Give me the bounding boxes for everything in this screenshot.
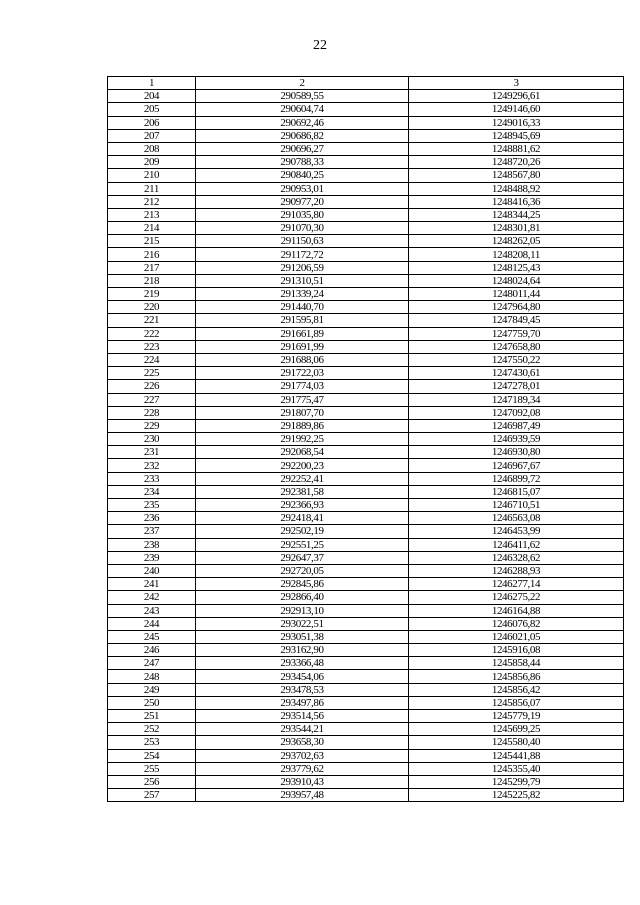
table-cell-col-3: 1247849,45 (409, 314, 624, 327)
table-cell-col-2: 292200,23 (196, 459, 409, 472)
table-cell-col-3: 1248416,36 (409, 195, 624, 208)
table-row (108, 683, 624, 696)
table-cell-col-2: 292381,58 (196, 485, 409, 498)
table-row (108, 367, 624, 380)
table-row (108, 723, 624, 736)
table-cell-col-1: 215 (108, 235, 196, 248)
table-row (108, 327, 624, 340)
table-cell-col-3: 1246453,99 (409, 525, 624, 538)
table-cell-col-3: 1247759,70 (409, 327, 624, 340)
table-row (108, 433, 624, 446)
table-cell-col-1: 244 (108, 617, 196, 630)
table-row (108, 512, 624, 525)
table-cell-col-3: 1245699,25 (409, 723, 624, 736)
table-row (108, 657, 624, 670)
table-cell-col-1: 217 (108, 261, 196, 274)
table-cell-col-1: 225 (108, 367, 196, 380)
table-cell-col-1: 221 (108, 314, 196, 327)
table-row (108, 274, 624, 287)
table-cell-col-1: 216 (108, 248, 196, 261)
table-cell-col-1: 212 (108, 195, 196, 208)
table-row (108, 340, 624, 353)
table-cell-col-2: 292252,41 (196, 472, 409, 485)
table-cell-col-2: 292068,54 (196, 446, 409, 459)
table-cell-col-3: 1248720,26 (409, 156, 624, 169)
table-cell-col-3: 1246275,22 (409, 591, 624, 604)
table-cell-col-1: 228 (108, 406, 196, 419)
table-cell-col-2: 293478,53 (196, 683, 409, 696)
table-row (108, 248, 624, 261)
table-cell-col-3: 1248881,62 (409, 142, 624, 155)
table-cell-col-3: 1246987,49 (409, 419, 624, 432)
table-cell-col-1: 235 (108, 499, 196, 512)
table-cell-col-1: 239 (108, 551, 196, 564)
table-cell-col-2: 291070,30 (196, 222, 409, 235)
table-cell-col-2: 292647,37 (196, 551, 409, 564)
table-row (108, 103, 624, 116)
table-cell-col-2: 293957,48 (196, 789, 409, 802)
table-cell-col-3: 1247658,80 (409, 340, 624, 353)
table-cell-col-3: 1246288,93 (409, 564, 624, 577)
table-cell-col-3: 1246411,62 (409, 538, 624, 551)
table-cell-col-3: 1246277,14 (409, 578, 624, 591)
table-cell-col-1: 220 (108, 301, 196, 314)
table-cell-col-2: 293366,48 (196, 657, 409, 670)
table-cell-col-3: 1246021,05 (409, 630, 624, 643)
table-cell-col-3: 1245856,86 (409, 670, 624, 683)
table-cell-col-3: 1248567,80 (409, 169, 624, 182)
table-cell-col-2: 291889,86 (196, 419, 409, 432)
table-cell-col-1: 227 (108, 393, 196, 406)
table-row (108, 630, 624, 643)
table-cell-col-3: 1245779,19 (409, 710, 624, 723)
table-cell-col-3: 1245916,08 (409, 644, 624, 657)
table-cell-col-1: 246 (108, 644, 196, 657)
table-row (108, 525, 624, 538)
table-cell-col-1: 252 (108, 723, 196, 736)
table-cell-col-3: 1246939,59 (409, 433, 624, 446)
table-cell-col-3: 1245441,88 (409, 749, 624, 762)
table-cell-col-2: 291150,63 (196, 235, 409, 248)
table-cell-col-3: 1247278,01 (409, 380, 624, 393)
table-cell-col-3: 1246899,72 (409, 472, 624, 485)
table-cell-col-1: 238 (108, 538, 196, 551)
table-cell-col-3: 1248208,11 (409, 248, 624, 261)
table-row (108, 696, 624, 709)
table-row (108, 380, 624, 393)
table-cell-col-1: 250 (108, 696, 196, 709)
table-row (108, 604, 624, 617)
coordinates-table (107, 76, 624, 802)
table-cell-col-1: 209 (108, 156, 196, 169)
table-cell-col-3: 1249016,33 (409, 116, 624, 129)
table-cell-col-3: 1246967,67 (409, 459, 624, 472)
table-cell-col-1: 257 (108, 789, 196, 802)
table-row (108, 261, 624, 274)
table-cell-col-3: 1246710,51 (409, 499, 624, 512)
table-cell-col-3: 1245225,82 (409, 789, 624, 802)
table-row (108, 222, 624, 235)
table-cell-col-2: 293910,43 (196, 775, 409, 788)
table-cell-col-1: 234 (108, 485, 196, 498)
table-row (108, 129, 624, 142)
table-cell-col-1: 241 (108, 578, 196, 591)
table-cell-col-3: 1246815,07 (409, 485, 624, 498)
table-row (108, 789, 624, 802)
table-cell-col-2: 290977,20 (196, 195, 409, 208)
table-cell-col-2: 293051,38 (196, 630, 409, 643)
table-row (108, 195, 624, 208)
table-cell-col-1: 251 (108, 710, 196, 723)
table-cell-col-2: 292845,86 (196, 578, 409, 591)
table-cell-col-3: 1248344,25 (409, 208, 624, 221)
table-cell-col-2: 293779,62 (196, 762, 409, 775)
table-cell-col-1: 248 (108, 670, 196, 683)
table-cell-col-1: 223 (108, 340, 196, 353)
table-row (108, 208, 624, 221)
table-cell-col-2: 291206,59 (196, 261, 409, 274)
table-row (108, 670, 624, 683)
table-cell-col-2: 292551,25 (196, 538, 409, 551)
table-cell-col-1: 224 (108, 353, 196, 366)
table-cell-col-1: 229 (108, 419, 196, 432)
table-cell-col-1: 236 (108, 512, 196, 525)
table-cell-col-1: 208 (108, 142, 196, 155)
table-cell-col-3: 1248262,05 (409, 235, 624, 248)
table-cell-col-1: 245 (108, 630, 196, 643)
table-cell-col-2: 291722,03 (196, 367, 409, 380)
table-cell-col-1: 230 (108, 433, 196, 446)
header-col-2: 2 (196, 77, 409, 90)
table-cell-col-1: 204 (108, 90, 196, 103)
table-row (108, 591, 624, 604)
table-row (108, 393, 624, 406)
table-cell-col-2: 290686,82 (196, 129, 409, 142)
table-cell-col-2: 293454,06 (196, 670, 409, 683)
table-cell-col-3: 1246930,80 (409, 446, 624, 459)
table-cell-col-1: 254 (108, 749, 196, 762)
table-cell-col-2: 291440,70 (196, 301, 409, 314)
table-cell-col-3: 1245858,44 (409, 657, 624, 670)
table-cell-col-1: 233 (108, 472, 196, 485)
table-cell-col-1: 213 (108, 208, 196, 221)
table-row (108, 419, 624, 432)
table-cell-col-1: 226 (108, 380, 196, 393)
table-cell-col-1: 232 (108, 459, 196, 472)
table-cell-col-3: 1247430,61 (409, 367, 624, 380)
table-cell-col-3: 1246563,08 (409, 512, 624, 525)
table-cell-col-1: 255 (108, 762, 196, 775)
table-cell-col-3: 1247964,80 (409, 301, 624, 314)
table-cell-col-2: 290696,27 (196, 142, 409, 155)
table-row (108, 644, 624, 657)
table-cell-col-3: 1249146,60 (409, 103, 624, 116)
table-cell-col-2: 291807,70 (196, 406, 409, 419)
table-cell-col-2: 292913,10 (196, 604, 409, 617)
table-cell-col-1: 249 (108, 683, 196, 696)
table-cell-col-2: 293702,63 (196, 749, 409, 762)
table-row (108, 142, 624, 155)
table-row (108, 762, 624, 775)
table-row (108, 749, 624, 762)
table-cell-col-1: 207 (108, 129, 196, 142)
table-cell-col-1: 210 (108, 169, 196, 182)
table-row (108, 235, 624, 248)
table-cell-col-3: 1248488,92 (409, 182, 624, 195)
table-cell-col-1: 219 (108, 288, 196, 301)
table-cell-col-3: 1248125,43 (409, 261, 624, 274)
table-cell-col-2: 293497,86 (196, 696, 409, 709)
table-cell-col-2: 292866,40 (196, 591, 409, 604)
table-cell-col-2: 291774,03 (196, 380, 409, 393)
table-cell-col-2: 291035,80 (196, 208, 409, 221)
table-cell-col-2: 291595,81 (196, 314, 409, 327)
table-cell-col-2: 291339,24 (196, 288, 409, 301)
table-row (108, 485, 624, 498)
table-cell-col-2: 291661,89 (196, 327, 409, 340)
table-row (108, 90, 624, 103)
table-cell-col-2: 292720,05 (196, 564, 409, 577)
table-row (108, 617, 624, 630)
table-cell-col-3: 1247092,08 (409, 406, 624, 419)
table-row (108, 736, 624, 749)
table-cell-col-3: 1248301,81 (409, 222, 624, 235)
table-row (108, 472, 624, 485)
table-cell-col-2: 291310,51 (196, 274, 409, 287)
table-cell-col-2: 292366,93 (196, 499, 409, 512)
table-cell-col-3: 1248945,69 (409, 129, 624, 142)
table-cell-col-1: 243 (108, 604, 196, 617)
table-row (108, 564, 624, 577)
table-body (108, 90, 624, 802)
table-cell-col-1: 205 (108, 103, 196, 116)
table-cell-col-2: 293514,56 (196, 710, 409, 723)
table-row (108, 538, 624, 551)
table-cell-col-2: 292418,41 (196, 512, 409, 525)
table-cell-col-3: 1245580,40 (409, 736, 624, 749)
table-cell-col-2: 290604,74 (196, 103, 409, 116)
header-col-1: 1 (108, 77, 196, 90)
table-cell-col-3: 1246164,88 (409, 604, 624, 617)
table-cell-col-1: 240 (108, 564, 196, 577)
table-cell-col-2: 291775,47 (196, 393, 409, 406)
table-cell-col-2: 291992,25 (196, 433, 409, 446)
table-row (108, 710, 624, 723)
table-row (108, 182, 624, 195)
table-cell-col-1: 231 (108, 446, 196, 459)
table-row (108, 406, 624, 419)
table-cell-col-3: 1247189,34 (409, 393, 624, 406)
table-cell-col-2: 290788,33 (196, 156, 409, 169)
table-row (108, 314, 624, 327)
table-row (108, 156, 624, 169)
table-cell-col-1: 222 (108, 327, 196, 340)
page-number: 22 (313, 38, 327, 53)
table-row (108, 353, 624, 366)
table-cell-col-1: 242 (108, 591, 196, 604)
table-cell-col-1: 214 (108, 222, 196, 235)
table-cell-col-1: 237 (108, 525, 196, 538)
table-cell-col-3: 1247550,22 (409, 353, 624, 366)
table-cell-col-2: 293544,21 (196, 723, 409, 736)
table-row (108, 578, 624, 591)
table-row (108, 301, 624, 314)
table-cell-col-1: 218 (108, 274, 196, 287)
table-cell-col-1: 247 (108, 657, 196, 670)
table-cell-col-2: 291691,99 (196, 340, 409, 353)
table-cell-col-1: 206 (108, 116, 196, 129)
table-cell-col-2: 293022,51 (196, 617, 409, 630)
table-cell-col-3: 1248011,44 (409, 288, 624, 301)
table-cell-col-3: 1246328,62 (409, 551, 624, 564)
table-cell-col-3: 1245355,40 (409, 762, 624, 775)
table-row (108, 775, 624, 788)
table-row (108, 551, 624, 564)
table-cell-col-1: 211 (108, 182, 196, 195)
table-cell-col-2: 293658,30 (196, 736, 409, 749)
table-cell-col-1: 256 (108, 775, 196, 788)
table-row (108, 288, 624, 301)
table-row (108, 169, 624, 182)
table-cell-col-3: 1245299,79 (409, 775, 624, 788)
table-cell-col-2: 291688,06 (196, 353, 409, 366)
table-cell-col-3: 1249296,61 (409, 90, 624, 103)
header-col-3: 3 (409, 77, 624, 90)
table-cell-col-2: 291172,72 (196, 248, 409, 261)
table-cell-col-3: 1248024,64 (409, 274, 624, 287)
table-cell-col-2: 290953,01 (196, 182, 409, 195)
table-cell-col-3: 1245856,42 (409, 683, 624, 696)
table-cell-col-3: 1245856,07 (409, 696, 624, 709)
table-header-row (108, 77, 624, 90)
table-cell-col-2: 293162,90 (196, 644, 409, 657)
table-cell-col-2: 290589,55 (196, 90, 409, 103)
table-cell-col-2: 290692,46 (196, 116, 409, 129)
table-row (108, 499, 624, 512)
table-cell-col-3: 1246076,82 (409, 617, 624, 630)
table-cell-col-2: 292502,19 (196, 525, 409, 538)
table-cell-col-1: 253 (108, 736, 196, 749)
table-row (108, 459, 624, 472)
table-cell-col-2: 290840,25 (196, 169, 409, 182)
table-row (108, 116, 624, 129)
table-row (108, 446, 624, 459)
